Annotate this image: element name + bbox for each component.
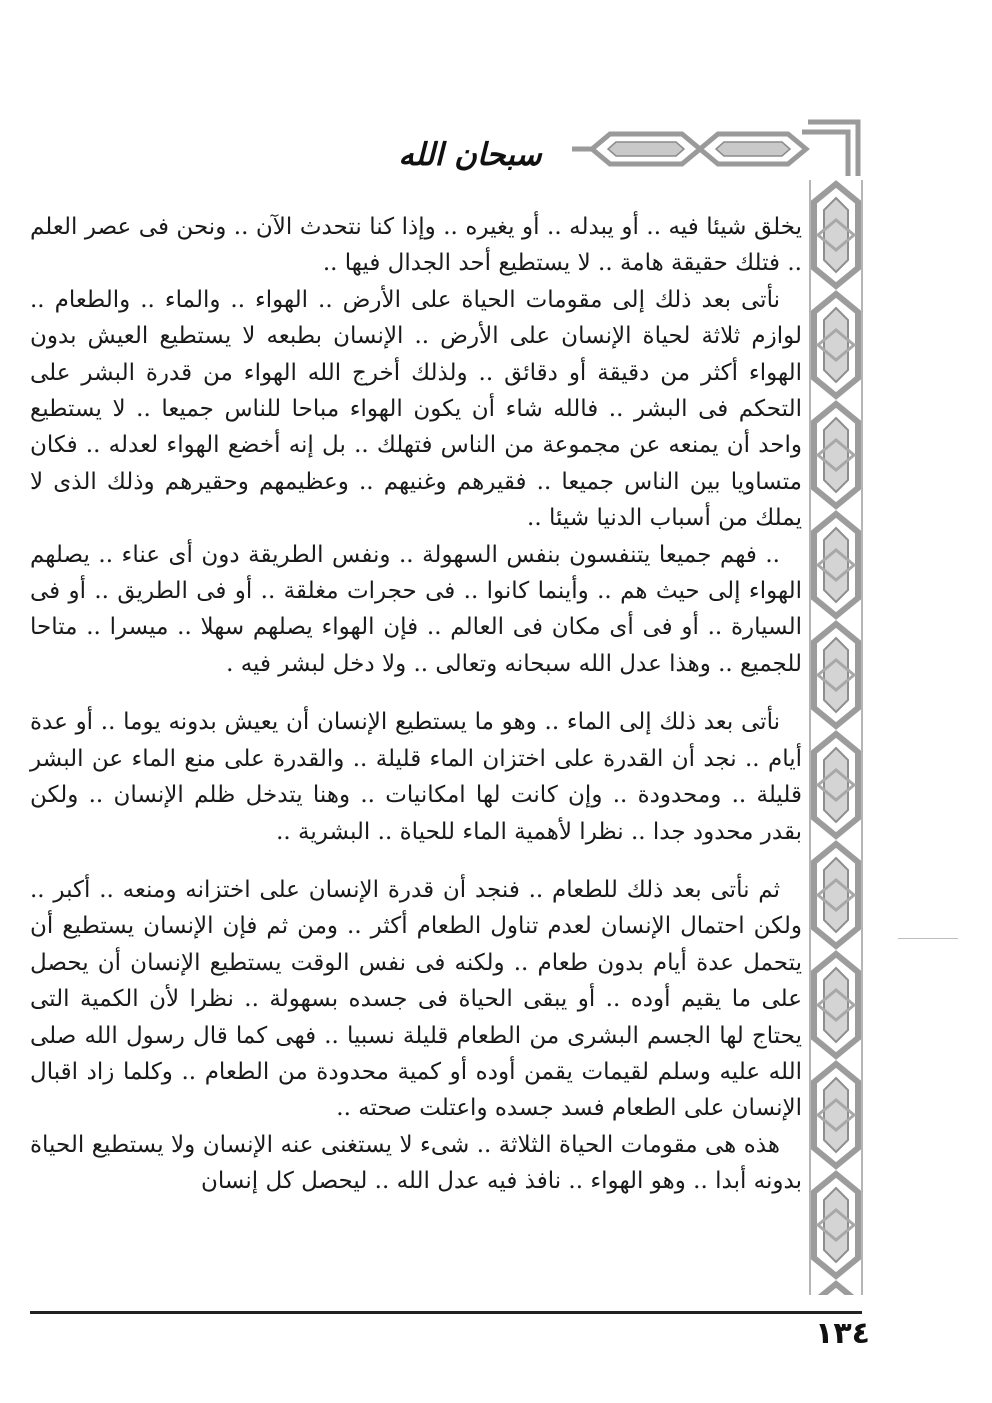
ornament-border-top <box>562 118 862 180</box>
running-title: سبحان الله <box>398 137 542 173</box>
page-number: ١٣٤ <box>815 1316 870 1351</box>
paragraph-2: نأتى بعد ذلك إلى مقومات الحياة على الأرض .. الهواء .. والماء .. والطعام .. لوازم ثلاثة لحياة الإنسان على الأرض .. الإنسان بطبعه لا يستطيع العيش بدون الهواء أكثر من دقيقة أو دقائق .. ولذلك أخرج الله الهواء من قدرة البشر على التحكم فى البشر .. فالله شاء أن يكون الهواء مباحا للناس جميعا .. لا يستطيع واحد أن يمنعه عن مجموعة من الناس فتهلك .. بل إنه أخضع الهواء لعدله .. فكان متساويا بين الناس جميعا .. فقيرهم وغنيهم .. وعظيمهم وحقيرهم وذلك الذى لا يملك من أسباب الدنيا شيئا .. <box>30 286 802 532</box>
paragraph-5: ثم نأتى بعد ذلك للطعام .. فنجد أن قدرة الإنسان على اختزانه ومنعه .. أكبر .. ولكن احتمال الإنسان لعدم تناول الطعام أكثر .. ومن ثم فإن الإنسان يستطيع أن يتحمل عدة أيام بدون طعام .. ولكنه فى نفس الوقت يستطيع الإنسان أن يحصل على ما يقيم أوده .. أو يبقى الحياة فى جسده بسهولة .. نظرا لأن الكمية التى يحتاج لها الجسم البشرى من الطعام قليلة نسبيا .. فهى كما قال رسول الله صلى الله عليه وسلم لقيمات يقمن أوده أو كمية محدودة من الطعام .. وكلما زاد اقبال الإنسان على الطعام فسد جسده واعتلت صحته .. <box>30 876 802 1122</box>
paragraph-4: نأتى بعد ذلك إلى الماء .. وهو ما يستطيع الإنسان أن يعيش بدونه يوما .. أو عدة أيام .. نجد أن القدرة على اختزان الماء قليلة .. والقدرة على منع الماء عن البشر قليلة .. ومحدودة .. وإن كانت لها امكانيات .. وهنا يتدخل ظلم الإنسان .. ولكن بقدر محدود جدا .. نظرا لأهمية الماء للحياة .. البشرية .. <box>30 709 802 845</box>
paragraph-gap <box>30 850 802 872</box>
paragraph-1: يخلق شيئا فيه .. أو يبدله .. أو يغيره .. وإذا كنا نتحدث الآن .. ونحن فى عصر العلم .. فتلك حقيقة هامة .. لا يستطيع أحد الجدال فيها .. <box>30 214 802 277</box>
paragraph-gap <box>30 682 802 704</box>
body-text <box>30 209 802 1200</box>
scan-mark <box>898 938 958 939</box>
ornament-border-right <box>808 180 864 1295</box>
paragraph-3: .. فهم جميعا يتنفسون بنفس السهولة .. ونفس الطريقة دون أى عناء .. يصلهم الهواء إلى حيث هم .. وأينما كانوا .. فى حجرات مغلقة .. أو فى الطريق .. أو فى السيارة .. أو فى أى مكان فى العالم .. فإن الهواء يصلهم سهلا .. ميسرا .. متاحا للجميع .. وهذا عدل الله سبحانه وتعالى .. ولا دخل لبشر فيه . <box>30 541 802 677</box>
paragraph-6: هذه هى مقومات الحياة الثلاثة .. شىء لا يستغنى عنه الإنسان ولا يستطيع الحياة بدونه أبدا .. وهو الهواء .. نافذ فيه عدل الله .. ليحصل كل إنسان <box>30 1131 802 1195</box>
footer-rule <box>30 1311 862 1314</box>
